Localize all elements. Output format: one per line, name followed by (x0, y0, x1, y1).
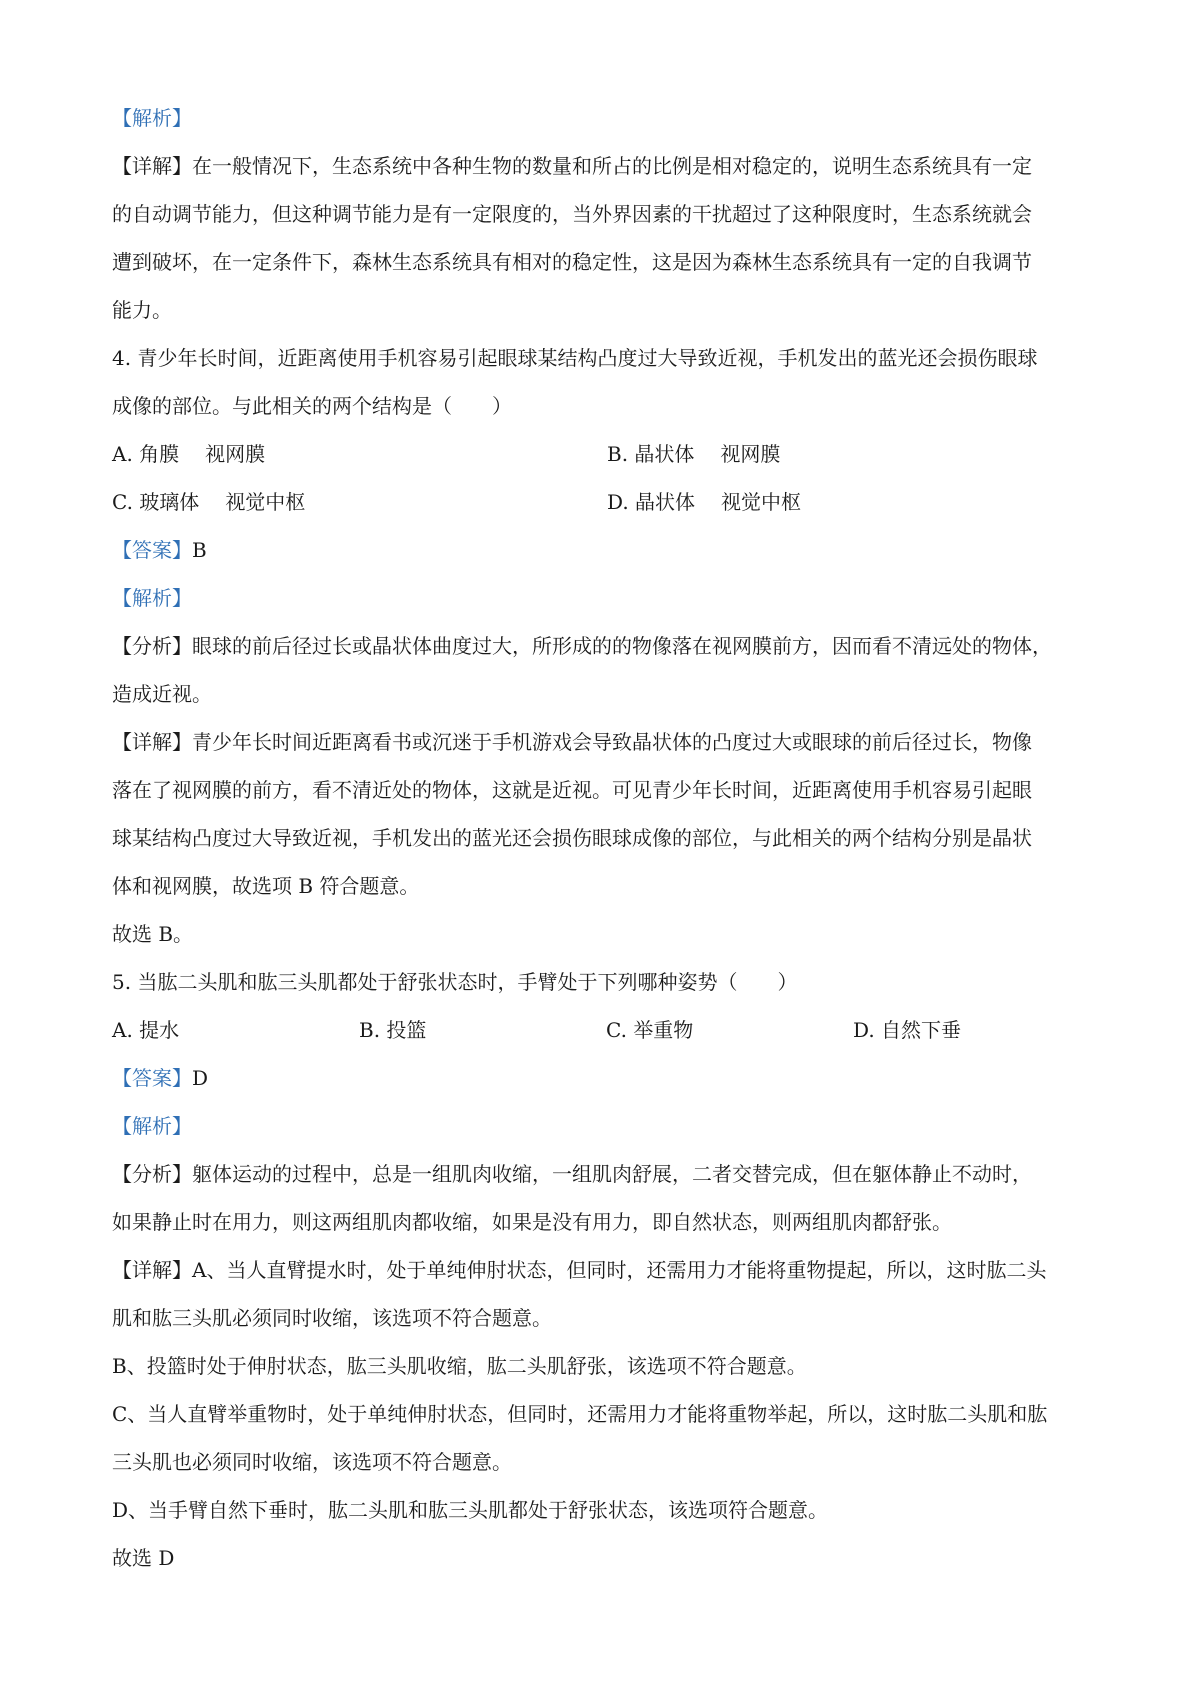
jiexi-tag: 【解析】 (112, 1114, 192, 1138)
q4-option-d: D. 晶状体 视觉中枢 (607, 490, 802, 514)
answer-value: B (192, 538, 207, 562)
q5-analysis-line-2: 如果静止时在用力，则这两组肌肉都收缩，如果是没有用力，即自然状态，则两组肌肉都舒张。 (112, 1210, 952, 1234)
q5-option-d: D. 自然下垂 (853, 1018, 962, 1042)
q5-detail-line-1: 【详解】A、当人直臂提水时，处于单纯伸肘状态，但同时，还需用力才能将重物提起，所以，这时肱二头 (112, 1258, 1047, 1282)
q4-answer (112, 526, 1102, 574)
q5-option-a: A. 提水 (112, 1018, 180, 1042)
q5-analysis-line-1: 【分析】躯体运动的过程中，总是一组肌肉收缩，一组肌肉舒展，二者交替完成，但在躯体静止不动时， (112, 1162, 1032, 1186)
q4-option-c: C. 玻璃体 视觉中枢 (112, 490, 306, 514)
q4-options-row-1 (112, 430, 1102, 478)
q3-detail-line-4: 能力。 (112, 298, 172, 322)
jiexi-tag: 【解析】 (112, 106, 192, 130)
detail-text: 在一般情况下，生态系统中各种生物的数量和所占的比例是相对稳定的，说明生态系统具有一定 (192, 154, 1032, 178)
q3-detail-line-3: 遭到破坏，在一定条件下，森林生态系统具有相对的稳定性，这是因为森林生态系统具有一定的自我调节 (112, 250, 1032, 274)
q3-detail-line-2: 的自动调节能力，但这种调节能力是有一定限度的，当外界因素的干扰超过了这种限度时，生态系统就会 (112, 202, 1032, 226)
q5-detail-line-3: B、投篮时处于伸肘状态，肱三头肌收缩，肱二头肌舒张，该选项不符合题意。 (112, 1354, 807, 1378)
q5-detail-line-4: C、当人直臂举重物时，处于单纯伸肘状态，但同时，还需用力才能将重物举起，所以，这时肱二头肌和肱 (112, 1402, 1048, 1426)
analysis-tag: 【分析】 (112, 1162, 192, 1186)
q4-jiexi-heading (112, 574, 1102, 622)
q4-analysis-line-2: 造成近视。 (112, 682, 212, 706)
analysis-tag: 【分析】 (112, 634, 192, 658)
document-page (112, 94, 1102, 1582)
q5-detail-line-6: D、当手臂自然下垂时，肱二头肌和肱三头肌都处于舒张状态，该选项符合题意。 (112, 1498, 829, 1522)
q5-option-c: C. 举重物 (606, 1018, 694, 1042)
q5-stem: 5. 当肱二头肌和肱三头肌都处于舒张状态时，手臂处于下列哪种姿势（ ） (112, 970, 798, 994)
q4-detail-line-1: 【详解】青少年长时间近距离看书或沉迷于手机游戏会导致晶状体的凸度过大或眼球的前后径过长，物像 (112, 730, 1032, 754)
q5-answer (112, 1054, 1102, 1102)
q4-analysis-line-1: 【分析】眼球的前后径过长或晶状体曲度过大，所形成的的物像落在视网膜前方，因而看不清远处的物体， (112, 634, 1052, 658)
answer-tag: 【答案】 (112, 1066, 192, 1090)
q4-detail-line-4: 体和视网膜，故选项 B 符合题意。 (112, 874, 420, 898)
detail-tag: 【详解】 (112, 154, 192, 178)
q4-conclusion: 故选 B。 (112, 922, 194, 946)
q4-detail-line-2: 落在了视网膜的前方，看不清近处的物体，这就是近视。可见青少年长时间，近距离使用手机容易引起眼 (112, 778, 1032, 802)
answer-tag: 【答案】 (112, 538, 192, 562)
q5-options-row (112, 1006, 1102, 1054)
q5-conclusion: 故选 D (112, 1546, 175, 1570)
answer-value: D (192, 1066, 209, 1090)
q5-detail-line-2: 肌和肱三头肌必须同时收缩，该选项不符合题意。 (112, 1306, 552, 1330)
q4-option-a: A. 角膜 视网膜 (112, 442, 266, 466)
q4-detail-line-3: 球某结构凸度过大导致近视，手机发出的蓝光还会损伤眼球成像的部位，与此相关的两个结构分别是晶状 (112, 826, 1032, 850)
q5-jiexi-heading (112, 1102, 1102, 1150)
q4-option-b: B. 晶状体 视网膜 (607, 442, 781, 466)
q5-option-b: B. 投篮 (359, 1018, 427, 1042)
q4-options-row-2 (112, 478, 1102, 526)
detail-tag: 【详解】 (112, 1258, 192, 1282)
q3-detail-line-1 (112, 142, 1102, 190)
q4-stem-line-1: 4. 青少年长时间，近距离使用手机容易引起眼球某结构凸度过大导致近视，手机发出的蓝光还会损伤眼球 (112, 346, 1038, 370)
jiexi-tag: 【解析】 (112, 586, 192, 610)
q3-jiexi-heading (112, 94, 1102, 142)
q5-detail-line-5: 三头肌也必须同时收缩，该选项不符合题意。 (112, 1450, 512, 1474)
q4-stem-line-2: 成像的部位。与此相关的两个结构是（ ） (112, 394, 512, 418)
detail-tag: 【详解】 (112, 730, 192, 754)
